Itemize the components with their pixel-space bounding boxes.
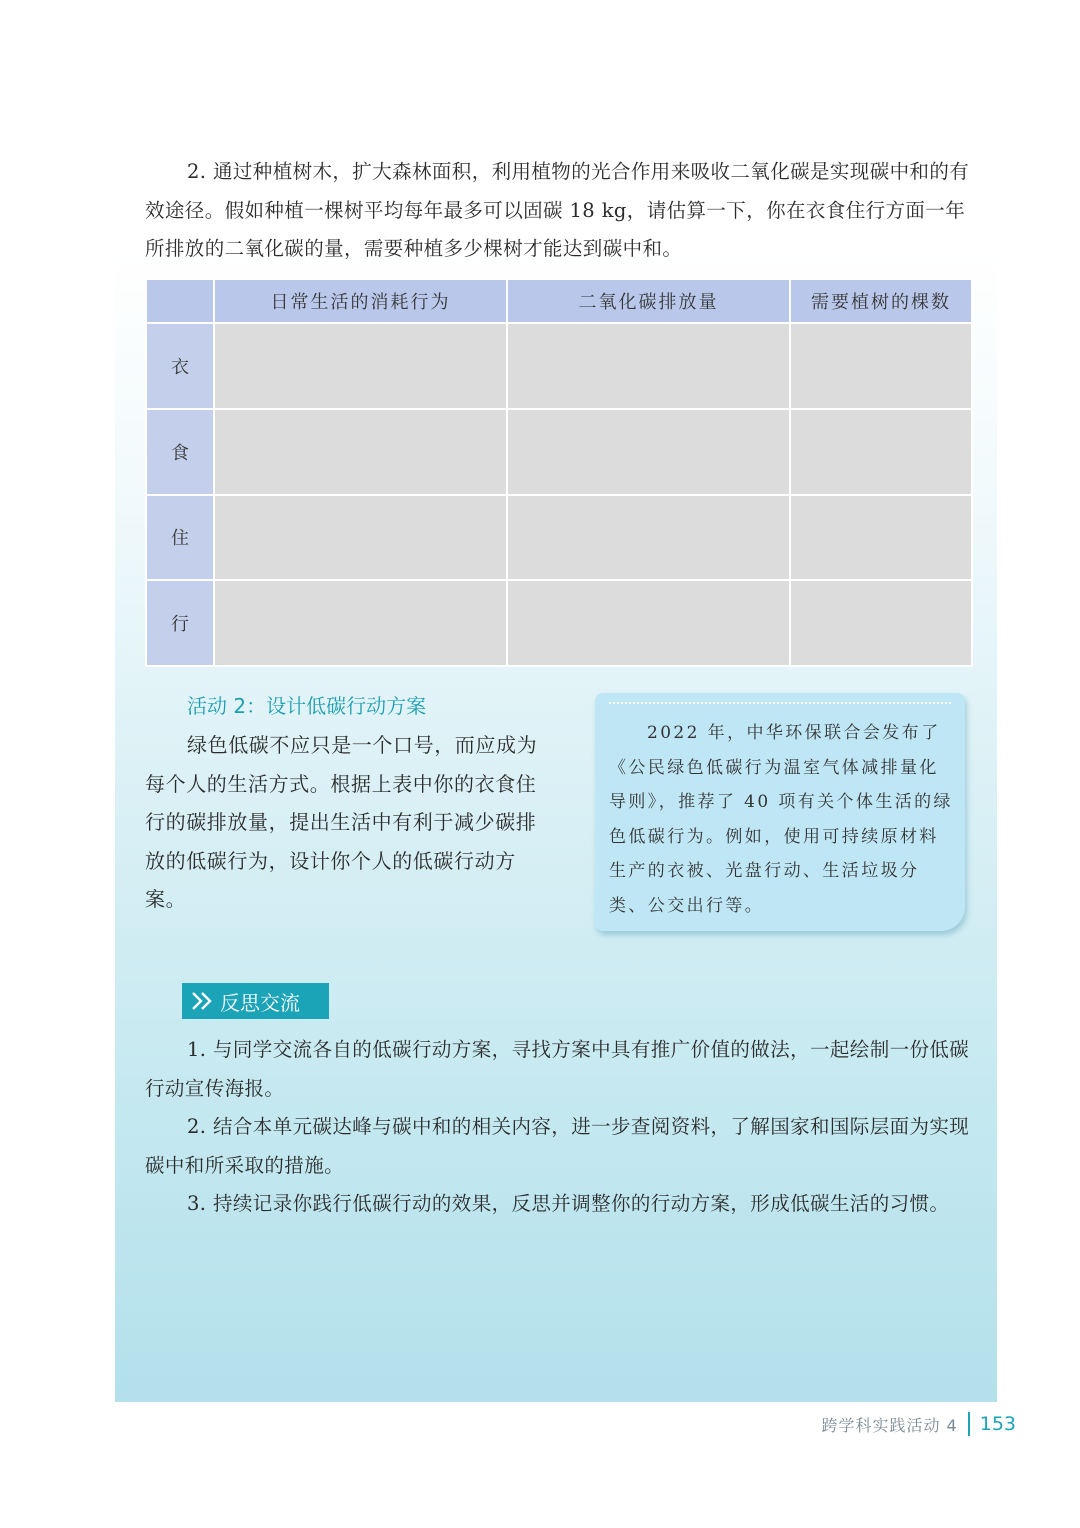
table-row	[146, 323, 972, 409]
table-cell[interactable]	[214, 495, 507, 581]
row-label-transport: 行	[146, 580, 214, 666]
row-label-housing: 住	[146, 495, 214, 581]
reflection-item-1: 1. 与同学交流各自的低碳行动方案，寻找方案中具有推广价值的做法，一起绘制一份低碳行动宣传海报。	[145, 1038, 970, 1100]
page-number: 153	[979, 1413, 1016, 1435]
footer-divider	[968, 1412, 970, 1436]
footer-section-title: 跨学科实践活动 4	[821, 1415, 958, 1435]
reflection-item-3: 3. 持续记录你践行低碳行动的效果，反思并调整你的行动方案，形成低碳生活的习惯。	[187, 1192, 950, 1215]
row-label-food: 食	[146, 409, 214, 495]
table-cell[interactable]	[214, 409, 507, 495]
page-footer	[821, 1412, 1016, 1436]
table-header-behavior: 日常生活的消耗行为	[214, 279, 507, 323]
table-row	[146, 580, 972, 666]
list-item	[145, 1185, 975, 1224]
list-item	[145, 1108, 975, 1185]
table-header-emission: 二氧化碳排放量	[507, 279, 790, 323]
row-label-clothing: 衣	[146, 323, 214, 409]
note-dotted-divider	[609, 702, 951, 704]
reflection-tag-label: 反思交流	[220, 990, 300, 1015]
intro-paragraph	[145, 153, 975, 269]
reflection-item-2: 2. 结合本单元碳达峰与碳中和的相关内容，进一步查阅资料，了解国家和国际层面为实现碳中和所采取的措施。	[145, 1115, 970, 1177]
intro-text: 2. 通过种植树木，扩大森林面积，利用植物的光合作用来吸收二氧化碳是实现碳中和的有效途径。假如种植一棵树平均每年最多可以固碳 18 kg，请估算一下，你在衣食住行方面一年所排放的二氧化碳的量，需要种植多少棵树才能达到碳中和。	[145, 160, 970, 260]
table-row	[146, 409, 972, 495]
table-cell[interactable]	[790, 323, 972, 409]
carbon-estimate-table	[145, 278, 973, 667]
table-cell[interactable]	[790, 409, 972, 495]
table-header-corner	[146, 279, 214, 323]
note-text-block	[609, 716, 954, 923]
table-header-row	[146, 279, 972, 323]
table-cell[interactable]	[507, 323, 790, 409]
reflection-list	[145, 1031, 975, 1224]
activity-body-text: 绿色低碳不应只是一个口号，而应成为每个人的生活方式。根据上表中你的衣食住行的碳排放量，提出生活中有利于减少碳排放的低碳行为，设计你个人的低碳行动方案。	[145, 733, 538, 911]
table-cell[interactable]	[507, 495, 790, 581]
table-cell[interactable]	[790, 580, 972, 666]
activity-title: 活动 2：设计低碳行动方案	[187, 694, 427, 718]
table-cell[interactable]	[507, 409, 790, 495]
table-row	[146, 495, 972, 581]
activity-body	[145, 726, 555, 919]
list-item	[145, 1031, 975, 1108]
table-cell[interactable]	[790, 495, 972, 581]
table-cell[interactable]	[507, 580, 790, 666]
note-text: 2022 年，中华环保联合会发布了《公民绿色低碳行为温室气体减排量化导则》，推荐了 40 项有关个体生活的绿色低碳行为。例如，使用可持续原材料生产的衣被、光盘行动、生活垃圾分类、公交出行等。	[609, 723, 953, 916]
reflection-section-tag	[182, 983, 329, 1019]
double-chevron-right-icon	[190, 990, 216, 1012]
table-header-trees: 需要植树的棵数	[790, 279, 972, 323]
info-note-box	[595, 693, 965, 931]
table-cell[interactable]	[214, 323, 507, 409]
table-cell[interactable]	[214, 580, 507, 666]
